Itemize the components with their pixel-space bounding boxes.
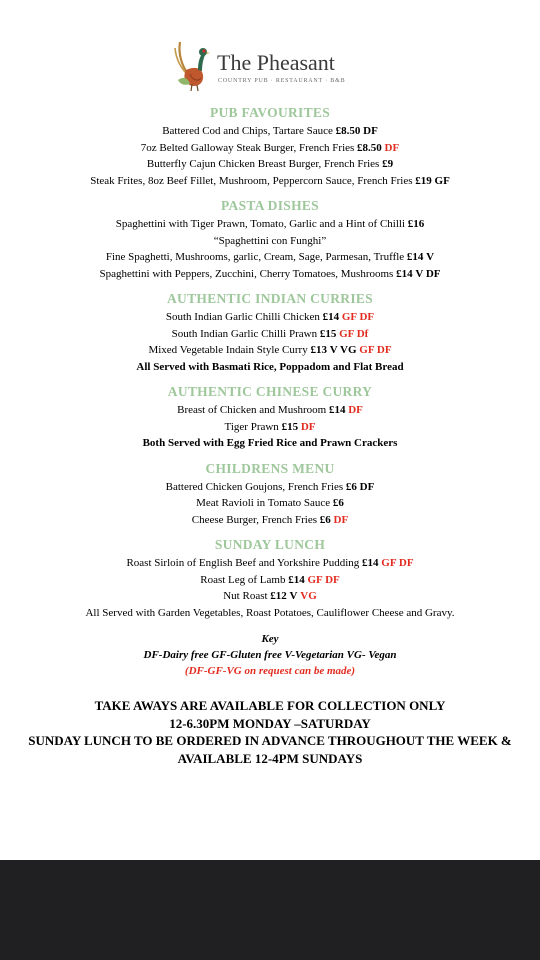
dietary-tag: DF bbox=[363, 125, 378, 137]
item-price: £14 bbox=[328, 404, 346, 416]
section-heading: AUTHENTIC CHINESE CURRY bbox=[167, 384, 373, 399]
menu-item bbox=[0, 555, 540, 572]
item-price: £14 bbox=[396, 267, 413, 280]
dietary-tag: GF bbox=[434, 174, 450, 187]
notice-line: TAKE AWAYS ARE AVAILABLE FOR COLLECTION ONLY bbox=[94, 698, 446, 713]
dietary-tag: V DF bbox=[415, 267, 441, 280]
menu-section bbox=[0, 104, 540, 189]
menu-item bbox=[0, 123, 540, 140]
item-description: Spaghettini with Peppers, Zucchini, Cherry Tomatoes, Mushrooms bbox=[99, 267, 394, 280]
dietary-tag: V bbox=[289, 590, 298, 602]
menu-section bbox=[0, 536, 540, 621]
key-legend: DF-Dairy free GF-Gluten free V-Vegetarian VG- Vegan bbox=[143, 649, 397, 661]
item-description: Roast Sirloin of English Beef and Yorkshire Pudding bbox=[126, 557, 360, 569]
item-description: Mixed Vegetable Indain Style Curry bbox=[148, 344, 308, 356]
notice-line: 12-6.30PM MONDAY –SATURDAY bbox=[169, 715, 371, 731]
item-description: Battered Cod and Chips, Tartare Sauce bbox=[162, 125, 333, 137]
footer-bar bbox=[0, 860, 540, 960]
item-price: £15 bbox=[281, 420, 299, 433]
dietary-tag: DF bbox=[359, 480, 375, 493]
dietary-key bbox=[0, 631, 540, 679]
menu-item bbox=[0, 402, 540, 419]
dietary-tag: GF Df bbox=[339, 327, 369, 340]
dietary-tag: DF bbox=[384, 141, 400, 154]
item-price: £14 bbox=[362, 557, 379, 569]
item-description: “Spaghettini con Funghi” bbox=[213, 234, 327, 247]
dietary-tag: GF DF bbox=[359, 344, 392, 356]
menu-item bbox=[0, 140, 540, 157]
pheasant-icon bbox=[172, 40, 214, 92]
item-price: £13 bbox=[310, 344, 327, 356]
item-description: Steak Frites, 8oz Beef Fillet, Mushroom, Peppercorn Sauce, French Fries bbox=[90, 174, 413, 187]
section-heading: SUNDAY LUNCH bbox=[214, 537, 326, 552]
menu-item bbox=[0, 588, 540, 605]
brand-name: The Pheasant bbox=[217, 50, 335, 75]
item-description: Butterfly Cajun Chicken Breast Burger, French Fries bbox=[146, 158, 380, 170]
brand-logo bbox=[172, 40, 392, 90]
menu-item bbox=[0, 309, 540, 326]
dietary-tag: GF DF bbox=[341, 311, 375, 323]
brand-tagline: COUNTRY PUB · RESTAURANT · B&B bbox=[218, 78, 346, 84]
item-description: Breast of Chicken and Mushroom bbox=[177, 404, 327, 416]
dietary-tag: V VG bbox=[329, 344, 357, 356]
item-description: Cheese Burger, French Fries bbox=[191, 513, 318, 526]
notice-line: SUNDAY LUNCH TO BE ORDERED IN ADVANCE THROUGHOUT THE WEEK & bbox=[28, 733, 512, 748]
item-description: Roast Leg of Lamb bbox=[200, 573, 286, 586]
menu-item bbox=[0, 342, 540, 359]
menu-item bbox=[0, 419, 540, 436]
item-price: £9 bbox=[382, 158, 394, 170]
dietary-tag: GF DF bbox=[307, 573, 340, 586]
item-price: £8.50 bbox=[357, 141, 382, 154]
key-title: Key bbox=[261, 633, 279, 645]
item-description: Spaghettini with Tiger Prawn, Tomato, Garlic and a Hint of Chilli bbox=[115, 218, 406, 230]
item-price: £19 bbox=[415, 174, 432, 187]
item-description: Fine Spaghetti, Mushrooms, garlic, Cream, Sage, Parmesan, Truffle bbox=[105, 251, 405, 263]
item-price: £14 bbox=[288, 573, 305, 586]
menu-section bbox=[0, 460, 540, 529]
dietary-tag: V bbox=[426, 251, 435, 263]
item-price: £8.50 bbox=[335, 125, 361, 137]
menu-item bbox=[0, 572, 540, 589]
menu-item bbox=[0, 512, 540, 529]
item-price: £14 bbox=[406, 251, 424, 263]
menu-item bbox=[0, 173, 540, 190]
section-heading: PUB FAVOURITES bbox=[209, 105, 331, 120]
dietary-tag: DF bbox=[348, 404, 363, 416]
item-price: £15 bbox=[319, 327, 337, 340]
item-price: £16 bbox=[407, 218, 425, 230]
item-description: Meat Ravioli in Tomato Sauce bbox=[196, 497, 331, 509]
item-price: £6 bbox=[345, 480, 357, 493]
dietary-tag: VG bbox=[300, 590, 317, 602]
item-description: South Indian Garlic Chilli Prawn bbox=[171, 327, 318, 340]
takeaway-notice bbox=[0, 697, 540, 767]
item-description: 7oz Belted Galloway Steak Burger, French Fries bbox=[140, 141, 355, 154]
menu-item bbox=[0, 326, 540, 343]
menu-body bbox=[0, 104, 540, 767]
menu-item bbox=[0, 479, 540, 496]
section-note: Both Served with Egg Fried Rice and Prawn Crackers bbox=[142, 437, 398, 449]
item-description: South Indian Garlic Chilli Chicken bbox=[165, 311, 320, 323]
item-price: £14 bbox=[322, 311, 340, 323]
section-heading: CHILDRENS MENU bbox=[205, 460, 335, 476]
menu-item bbox=[0, 216, 540, 233]
menu-item bbox=[0, 233, 540, 250]
item-price: £12 bbox=[270, 590, 287, 602]
section-heading: PASTA DISHES bbox=[220, 198, 319, 213]
menu-item bbox=[0, 249, 540, 266]
item-description: Battered Chicken Goujons, French Fries bbox=[165, 480, 344, 493]
section-heading: AUTHENTIC INDIAN CURRIES bbox=[167, 291, 373, 306]
notice-line: AVAILABLE 12-4PM SUNDAYS bbox=[177, 750, 363, 766]
menu-section bbox=[0, 290, 540, 375]
section-note: All Served with Basmati Rice, Poppadom and Flat Bread bbox=[136, 360, 404, 373]
key-note: (DF-GF-VG on request can be made) bbox=[184, 665, 356, 677]
section-note: All Served with Garden Vegetables, Roast Potatoes, Cauliflower Cheese and Gravy. bbox=[85, 606, 455, 619]
menu-section bbox=[0, 383, 540, 452]
item-price: £6 bbox=[319, 513, 331, 526]
dietary-tag: DF bbox=[333, 513, 349, 526]
dietary-tag: GF DF bbox=[381, 557, 414, 569]
menu-section bbox=[0, 197, 540, 282]
item-price: £6 bbox=[332, 497, 344, 509]
dietary-tag: DF bbox=[300, 420, 316, 433]
menu-item bbox=[0, 156, 540, 173]
item-description: Nut Roast bbox=[223, 590, 268, 602]
menu-item bbox=[0, 266, 540, 283]
menu-item bbox=[0, 495, 540, 512]
item-description: Tiger Prawn bbox=[224, 420, 279, 433]
